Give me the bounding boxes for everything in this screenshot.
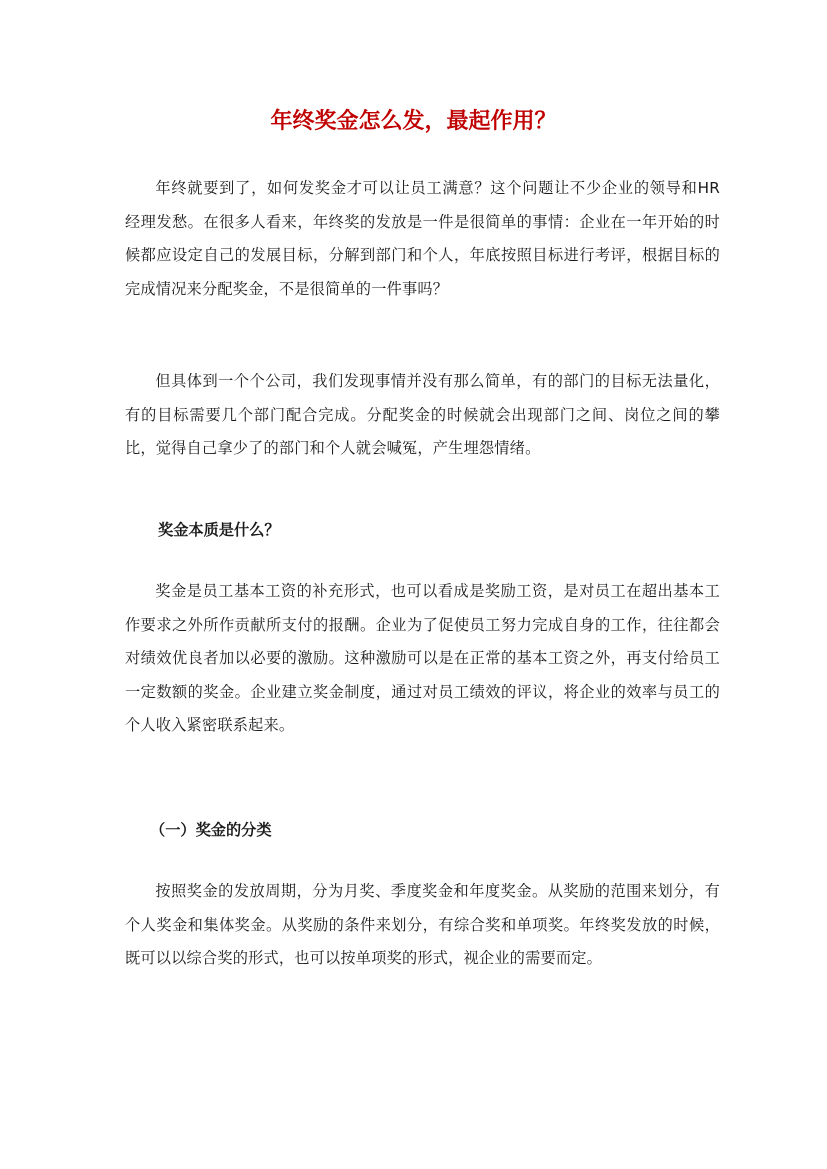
paragraph-intro: 年终就要到了，如何发奖金才可以让员工满意？这个问题让不少企业的领导和HR 经理发愁。在很多人看来，年终奖的发放是一件是很简单的事情：企业在一年开始的时候都应设定自己的发展目标，分解到部门和个人，年底按照目标进行考评，根据目标的完成情况来分配奖金，不是很简单的一件事吗？ bbox=[125, 179, 720, 298]
paragraph-problem: 但具体到一个个公司，我们发现事情并没有那么简单，有的部门的目标无法量化，有的目标需要几个部门配合完成。分配奖金的时候就会出现部门之间、岗位之间的攀比，觉得自己拿少了的部门和个人就会喊冤，产生埋怨情绪。 bbox=[125, 372, 720, 457]
paragraph-bonus-types: 按照奖金的发放周期，分为月奖、季度奖金和年度奖金。从奖励的范围来划分，有个人奖金和集体奖金。从奖励的条件来划分，有综合奖和单项奖。年终奖发放的时候，既可以以综合奖的形式，也可以按单项奖的形式，视企业的需要而定。 bbox=[125, 882, 720, 967]
section-heading-bonus-nature: 奖金本质是什么？ bbox=[158, 521, 280, 539]
paragraph-bonus-definition: 奖金是员工基本工资的补充形式，也可以看成是奖励工资，是对员工在超出基本工作要求之外所作贡献所支付的报酬。企业为了促使员工努力完成自身的工作，往往都会对绩效优良者加以必要的激励。这种激励可以是在正常的基本工资之外，再支付给员工一定数额的奖金。企业建立奖金制度，通过对员工绩效的评议，将企业的效率与员工的个人收入紧密联系起来。 bbox=[125, 582, 720, 734]
section-heading-bonus-types: （一）奖金的分类 bbox=[150, 821, 272, 839]
document-title: 年终奖金怎么发，最起作用？ bbox=[270, 109, 557, 134]
